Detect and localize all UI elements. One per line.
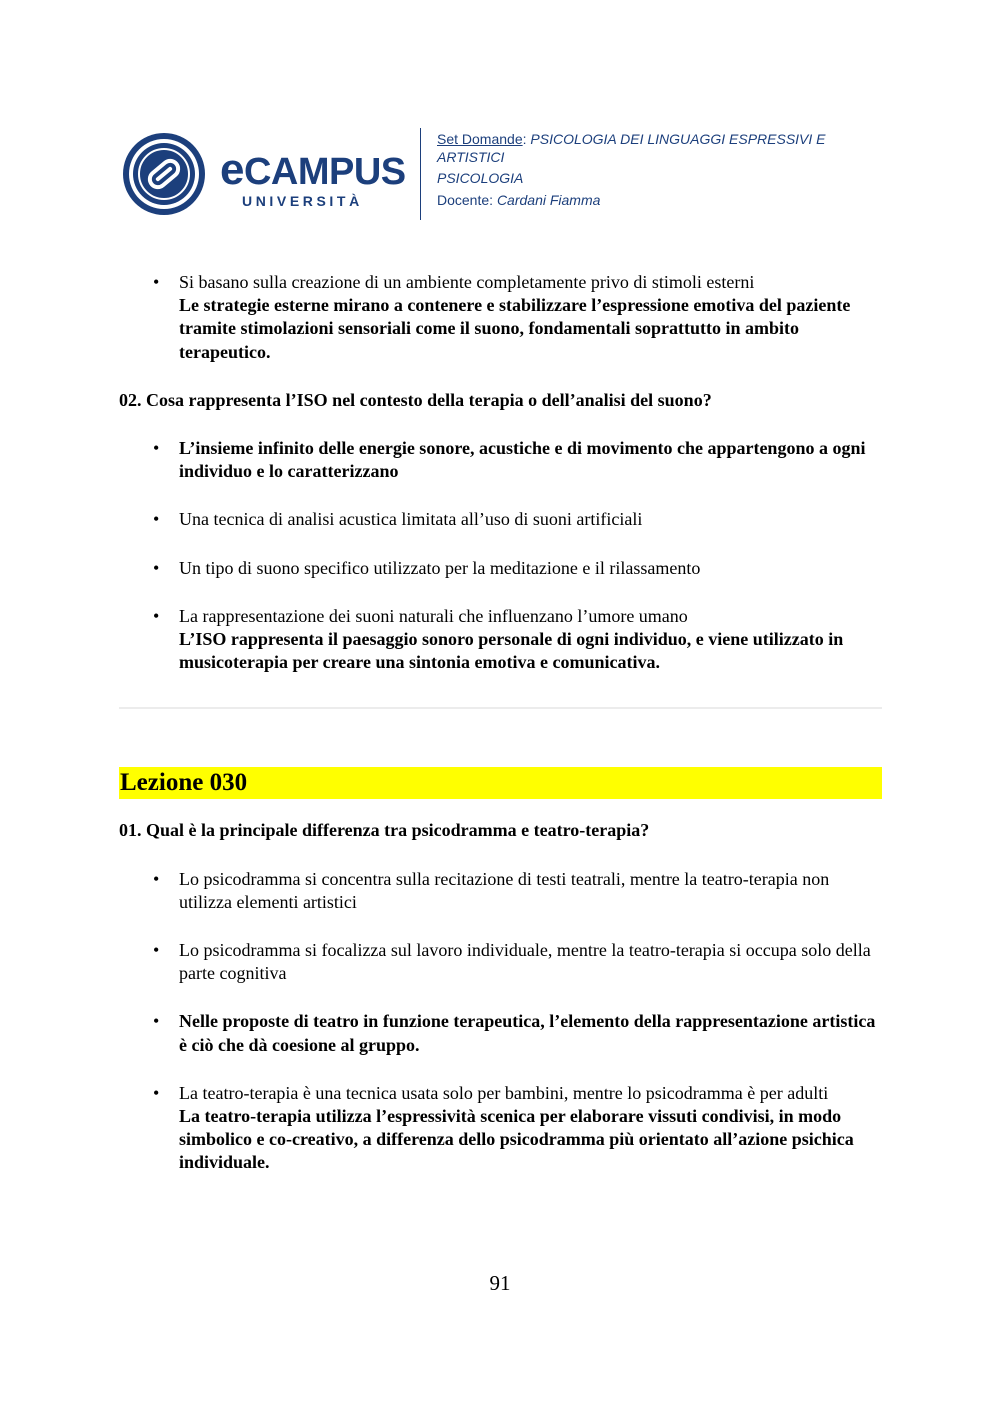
answer-option: • La teatro-terapia è una tecnica usata solo per bambini, mentre lo psicodramma è per adulti La teatro-terapia utilizza l’espressività scenica per elaborare vissuti condivisi, in modo simbolico e co-creativo, a differenza dello psicodramma più orientato all’azione psichica individuale. xyxy=(119,1082,882,1175)
course-title: PSICOLOGIA DEI LINGUAGGI ESPRESSIVI E ARTISTICI xyxy=(437,131,826,165)
answer-option: • Lo psicodramma si concentra sulla recitazione di testi teatrali, mentre la teatro-terapia non utilizza elementi artistici xyxy=(153,868,830,912)
docente-line: Docente: Cardani Fiamma xyxy=(437,191,601,208)
answer-option: • Una tecnica di analisi acustica limitata all’uso di suoni artificiali xyxy=(153,509,643,530)
page-content xyxy=(119,271,882,1175)
ecampus-subtitle: UNIVERSITÀ xyxy=(242,193,363,209)
answer-explanation: La teatro-terapia utilizza l’espressività scenica per elaborare vissuti condivisi, in modo simbolico e co-creativo, a differenza dello psicodramma più orientato all’azione psichica individuale. xyxy=(179,1106,854,1173)
answer-explanation: L’ISO rappresenta il paesaggio sonoro personale di ogni individuo, e viene utilizzato in musicoterapia per creare una sintonia emotiva e comunicativa. xyxy=(179,629,844,673)
question-01: 01. Qual è la principale differenza tra psicodramma e teatro-terapia? xyxy=(119,820,650,841)
page-number: 91 xyxy=(489,1271,511,1295)
answer-option: • La rappresentazione dei suoni naturali che influenzano l’umore umano L’ISO rappresenta il paesaggio sonoro personale di ogni individuo, e viene utilizzato in musicoterapia per creare una sintonia emotiva e comunicativa. xyxy=(119,605,882,675)
header-divider xyxy=(420,128,421,220)
question-02: 02. Cosa rappresenta l’ISO nel contesto della terapia o dell’analisi del suono? xyxy=(119,389,712,410)
subject-line: PSICOLOGIA xyxy=(437,170,524,186)
ecampus-seal-logo xyxy=(122,132,206,216)
answer-option: • Lo psicodramma si focalizza sul lavoro individuale, mentre la teatro-terapia si occupa solo della parte cognitiva xyxy=(153,940,871,984)
ecampus-wordmark: eCAMPUS xyxy=(220,145,406,194)
answer-option: • Si basano sulla creazione di un ambiente completamente privo di stimoli esterni Le strategie esterne mirano a contenere e stabilizzare l’espressione emotiva del paziente tramite stimolazioni sensoriali come il suono, fondamentali soprattutto in ambito terapeutico. xyxy=(119,271,882,364)
set-domande-line: Set Domande: PSICOLOGIA DEI LINGUAGGI ESPRESSIVI E ARTISTICI xyxy=(437,131,826,165)
answer-option: • Un tipo di suono specifico utilizzato per la meditazione e il rilassamento xyxy=(153,557,701,578)
lesson-heading: Lezione 030 xyxy=(119,767,882,799)
header-info xyxy=(437,131,887,213)
answer-explanation: Le strategie esterne mirano a contenere e stabilizzare l’espressione emotiva del paziente tramite stimolazioni sensoriali come il suono, fondamentali soprattutto in ambito terapeutico. xyxy=(179,295,851,362)
answer-option-correct: • Nelle proposte di teatro in funzione terapeutica, l’elemento della rappresentazione artistica è ciò che dà coesione al gruppo. xyxy=(153,1011,876,1055)
answer-option-correct: • L’insieme infinito delle energie sonore, acustiche e di movimento che appartengono a ogni individuo e lo caratterizzano xyxy=(153,438,866,482)
document-header xyxy=(122,128,882,223)
